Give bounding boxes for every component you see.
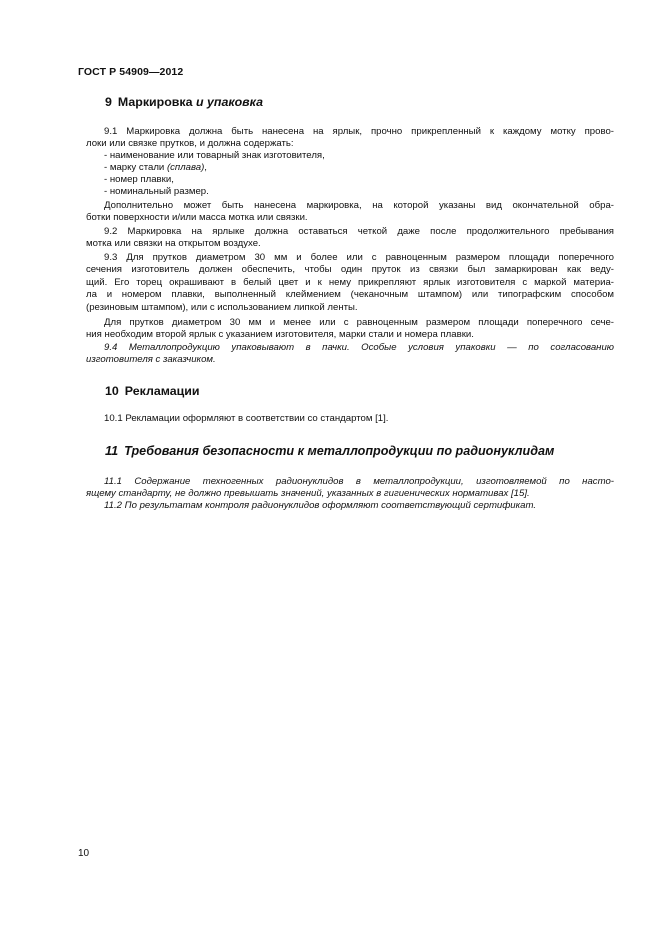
- paragraph-line: Дополнительно может быть нанесена маркировка, на которой указаны вид окончательной обра-: [104, 200, 614, 211]
- paragraph-line: ния необходим второй ярлык с указанием изготовителя, марки стали и номера плавки.: [86, 329, 474, 340]
- list-item: - номинальный размер.: [104, 186, 209, 197]
- paragraph-line: мотка или связки на открытом воздухе.: [86, 238, 261, 249]
- list-item: [104, 162, 207, 174]
- list-text: - марку стали: [104, 162, 167, 173]
- section-number: 11: [105, 444, 119, 458]
- section-title-part: Маркировка: [117, 95, 193, 109]
- list-item: - наименование или товарный знак изготовителя,: [104, 150, 325, 161]
- paragraph-line: 9.4 Металлопродукцию упаковывают в пачки. Особые условия упаковки — по согласованию: [104, 342, 614, 353]
- standard-code-header: ГОСТ Р 54909—2012: [78, 66, 184, 78]
- paragraph-line: ла и номером плавки, выполненный клеймением (чеканочным штампом) или типографским способом: [86, 289, 614, 300]
- section-9-heading: [105, 95, 263, 109]
- paragraph-line: ящему стандарту, не должно превышать значений, указанных в гигиенических нормативах [15].: [86, 488, 530, 499]
- paragraph-line: ботки поверхности и/или масса мотка или связки.: [86, 212, 308, 223]
- section-10-heading: [105, 384, 200, 398]
- section-11-heading: [105, 444, 554, 458]
- section-number: 10: [105, 384, 119, 398]
- paragraph-line: щий. Его торец окрашивают в белый цвет и к нему прикрепляют ярлык изготовителя с маркой материа-: [86, 277, 614, 288]
- section-title: Рекламации: [124, 384, 200, 398]
- list-text: ,: [204, 162, 207, 173]
- paragraph-line: 11.2 По результатам контроля радионуклидов оформляют соответствующий сертификат.: [104, 500, 537, 511]
- paragraph-line: 9.1 Маркировка должна быть нанесена на ярлык, прочно прикрепленный к каждому мотку прово-: [104, 126, 614, 137]
- paragraph-line: 9.2 Маркировка на ярлыке должна оставаться четкой даже после продолжительного пребывания: [104, 226, 614, 237]
- paragraph-line: 11.1 Содержание техногенных радионуклидов в металлопродукции, изготовляемой по насто-: [104, 476, 614, 487]
- paragraph-line: изготовителя с заказчиком.: [86, 354, 216, 365]
- paragraph-line: 9.3 Для прутков диаметром 30 мм и более или с равноценным размером площади поперечного: [104, 252, 614, 263]
- section-number: 9: [105, 95, 112, 109]
- paragraph-line: сечения изготовитель должен обеспечить, чтобы один пруток из связки был замаркирован как веду-: [86, 264, 614, 275]
- section-title: Требования безопасности к металлопродукции по радионуклидам: [124, 444, 555, 458]
- page-number: 10: [78, 848, 90, 859]
- paragraph-line: Для прутков диаметром 30 мм и менее или с равноценным размером площади поперечного сече-: [104, 317, 614, 328]
- paragraph-line: 10.1 Рекламации оформляют в соответствии со стандартом [1].: [104, 413, 389, 424]
- section-title-part-italic: и упаковка: [195, 95, 263, 109]
- paragraph-line: (резиновым штампом), или с использованием липкой ленты.: [86, 302, 358, 313]
- paragraph-line: локи или связке прутков, и должна содержать:: [86, 138, 294, 149]
- list-item: - номер плавки,: [104, 174, 174, 185]
- list-text-italic: (сплава): [166, 162, 205, 173]
